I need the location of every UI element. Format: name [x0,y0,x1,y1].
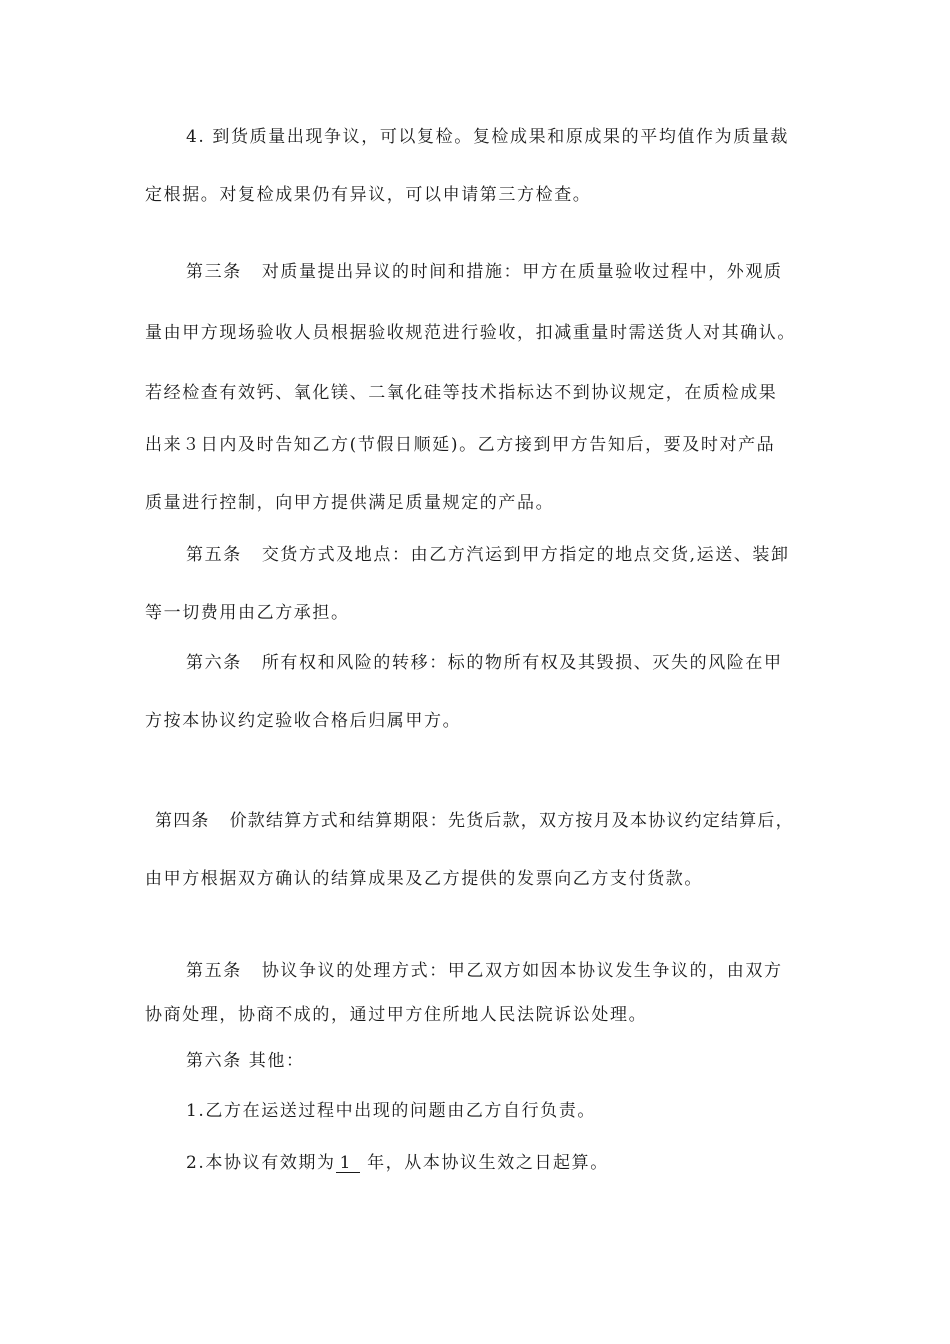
article-6-ownership-line-1 [186,652,783,674]
article-4-payment-line-1 [155,810,794,832]
article-4-payment-text: 价款结算方式和结算期限：先货后款，双方按月及本协议约定结算后， [229,811,794,831]
article-5-dispute-line-2: 协商处理，协商不成的，通过甲方住所地人民法院诉讼处理。 [145,1005,648,1025]
quality-dispute-line-2: 定根据。对复检成果仍有异议，可以申请第三方检查。 [145,185,592,205]
article-3-line-2: 量由甲方现场验收人员根据验收规范进行验收，扣减重量时需送货人对其确认。 [145,323,796,343]
article-4-payment-heading: 第四条 [155,811,210,831]
article-3-line-5: 质量进行控制，向甲方提供满足质量规定的产品。 [145,493,555,513]
article-6-ownership-text: 所有权和风险的转移：标的物所有权及其毁损、灭失的风险在甲 [261,653,783,673]
article-4-payment-line-2: 由甲方根据双方确认的结算成果及乙方提供的发票向乙方支付货款。 [145,869,703,889]
other-item-1: 1.乙方在运送过程中出现的问题由乙方自行负责。 [186,1101,597,1121]
article-6-other-heading: 第六条 其他： [186,1051,305,1071]
article-5-delivery-line-1 [186,544,790,566]
article-5-dispute-text: 协议争议的处理方式：甲乙双方如因本协议发生争议的，由双方 [261,961,783,981]
article-3-text: 对质量提出异议的时间和措施：甲方在质量验收过程中，外观质 [261,262,783,282]
article-3-heading: 第三条 [186,262,242,282]
other-item-2 [186,1152,609,1174]
article-3-line-3: 若经检查有效钙、氧化镁、二氧化硅等技术指标达不到协议规定，在质检成果 [145,383,778,403]
article-3-line-4: 出来３日内及时告知乙方(节假日顺延)。乙方接到甲方告知后，要及时对产品 [145,435,776,455]
other-item-2-prefix: 2.本协议有效期为 [186,1153,336,1173]
article-5-delivery-line-2: 等一切费用由乙方承担。 [145,603,350,623]
article-3-line-1 [186,261,783,283]
other-item-2-suffix: 年，从本协议生效之日起算。 [367,1153,609,1173]
validity-years-blank: 1 [336,1154,360,1173]
article-5-dispute-heading: 第五条 [186,961,242,981]
article-5-dispute-line-1 [186,960,783,982]
article-5-delivery-text: 交货方式及地点：由乙方汽运到甲方指定的地点交货,运送、装卸 [261,545,790,565]
article-5-delivery-heading: 第五条 [186,545,242,565]
quality-dispute-line-1: 4. 到货质量出现争议，可以复检。复检成果和原成果的平均值作为质量裁 [186,127,790,147]
article-6-ownership-line-2: 方按本协议约定验收合格后归属甲方。 [145,711,462,731]
article-6-ownership-heading: 第六条 [186,653,242,673]
